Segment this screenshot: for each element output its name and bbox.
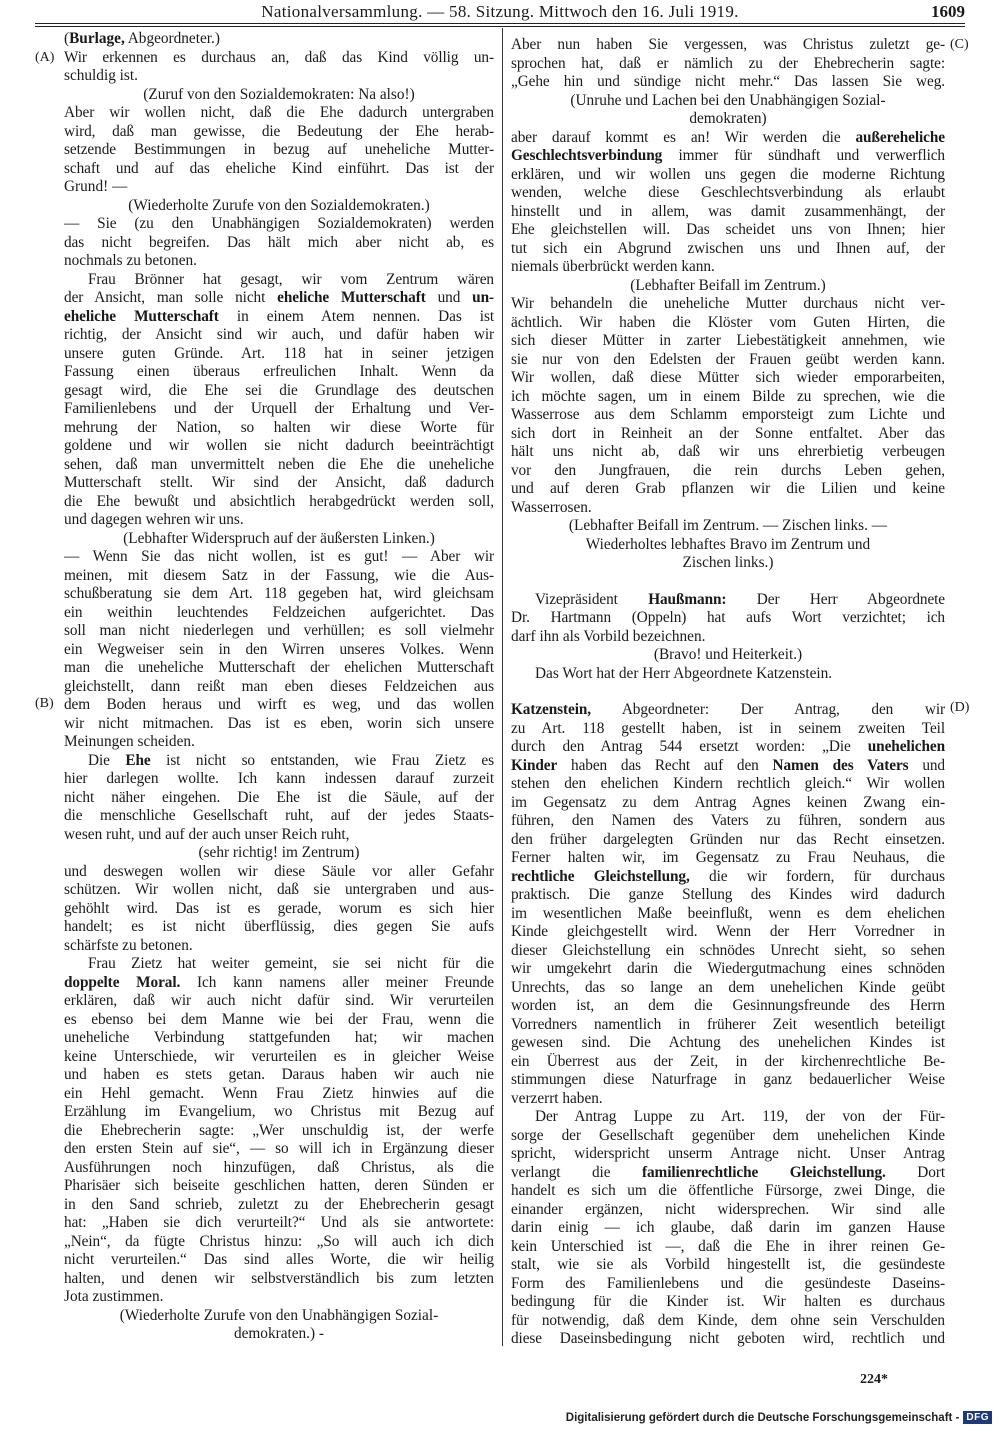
text-line: Wasserrosen. <box>511 498 592 516</box>
text-line: schußberatung sie dem Art. 118 gegeben hat, wird gleichsam <box>64 585 494 602</box>
text-line: die Ehe bewußt und absichtlich herabgedrückt werden soll, <box>64 492 494 510</box>
text-segment: Vizepräsident <box>535 590 649 608</box>
text-line: wesen ruht, und auf der auch unser Reich ruht, <box>64 825 350 843</box>
text-line: ich möchte sagen, um in einem Bilde zu sprechen, wie die <box>511 387 945 405</box>
text-line: und dagegen wehren wir uns. <box>64 511 244 528</box>
text-line: gesagt wird, die Ehe sei die Grundlage des deutschen <box>64 381 494 399</box>
text-line: sich dieser Mütter in zarter Liebestätigkeit annehmen, wie <box>511 332 945 349</box>
text-segment: verlangt die <box>511 1163 642 1181</box>
text-line: sprochen hat, daß er nämlich zu der Ehebrecherin sagte: <box>511 54 945 72</box>
text-segment: immer für sündhaft und verwerflich <box>662 147 945 164</box>
emphasis-text: Haußmann: <box>648 590 727 608</box>
header-rule-thin <box>35 26 965 27</box>
text-segment: und <box>908 756 945 774</box>
margin-mark-a: (A) <box>35 50 55 65</box>
text-line: Das Wort hat der Herr Abgeordnete Katzenstein. <box>535 664 833 682</box>
text-line: gewesen sind. Die Achtung des unehelichen Kindes ist <box>511 1034 945 1051</box>
text-line: dem Boden heraus und wirft es weg, und das wollen <box>64 696 494 713</box>
text-line: hat: „Haben sie dich verurteilt?“ Und als sie antwortete: <box>64 1214 494 1231</box>
text-line: spricht, widerspricht unserm Antrage nicht. Unser Antrag <box>511 1145 945 1162</box>
text-line: ein Hehl gemacht. Wenn Frau Zietz hinwies auf die <box>64 1084 494 1102</box>
text-line: ein Wegweiser sein in den Wirren unseres Volkes. Wenn <box>64 640 494 658</box>
interjection-line: (Bravo! und Heiterkeit.) <box>653 646 803 663</box>
text-line: Ferner halten wir, im Gegensatz zu Frau Neuhaus, die <box>511 849 945 866</box>
text-segment: Dort <box>885 1163 945 1181</box>
text-line: Wir behandeln die uneheliche Mutter durchaus nicht ver- <box>511 295 945 312</box>
emphasis-text: Geschlechtsverbindung <box>511 147 663 164</box>
text-line: praktisch. Die ganze Stellung des Kindes wird dadurch <box>511 886 945 903</box>
text-line: Vorredners namentlich in früherer Zeit wesentlich beteiligt <box>511 1015 945 1033</box>
column-left <box>64 30 494 1344</box>
emphasis-text: rechtliche Gleichstellung, <box>511 867 690 885</box>
text-line: wenden, welche diese Geschlechtsverbindung als erlaubt <box>511 184 945 201</box>
text-line: ächtlich. Wir haben die Klöster vom Guten Hirten, die <box>511 313 945 331</box>
text-line: verzerrt haben. <box>511 1089 603 1107</box>
text-line: Kinde gleichgestellt wird. Wenn der Herr Vorredner in <box>511 923 945 940</box>
interjection-line: (Unruhe und Lachen bei den Unabhängigen Sozial- <box>570 91 886 109</box>
interjection-line: Wiederholtes lebhaftes Bravo im Zentrum und <box>585 535 871 553</box>
text-segment: der Ansicht, man solle nicht <box>64 289 278 306</box>
text-line: gleichstellt, dann reißt man eben dieses Feldzeichen aus <box>64 677 494 695</box>
text-line: den ersten Stein auf sie“, — so will ich in Ergänzung dieser <box>64 1140 494 1157</box>
text-line: Familienlebens und der Urquell der Erhaltung und Ver- <box>64 400 494 417</box>
page-number: 1609 <box>931 2 965 21</box>
emphasis-text: eheliche Mutterschaft <box>277 289 426 306</box>
text-line: uneheliche Verbindung stattgefunden hat; wir machen <box>64 1029 494 1046</box>
text-line: Wir wollen, daß diese Mütter sich wieder emporarbeiten, <box>511 369 945 386</box>
footer-text: Digitalisierung gefördert durch die Deutsche Forschungsgemeinschaft - <box>565 1411 960 1424</box>
emphasis-text: Ehe <box>125 751 151 769</box>
text-line <box>64 308 494 327</box>
text-line: Ausführungen noch hinzufügen, daß Christus, als die <box>64 1158 494 1176</box>
text-line: im wesentlichen Maße beeinflußt, wenn es dem ehelichen <box>511 904 945 922</box>
text-line: vor den Jungfrauen, die rein durchs Leben gehen, <box>511 461 945 479</box>
text-line: ein weithin leuchtendes Feldzeichen aufgerichtet. Das <box>64 603 494 621</box>
text-line: führen, den Namen des Vaters zu führen, sondern aus <box>511 812 945 829</box>
header-title: Nationalversammlung. — 58. Sitzung. Mittwoch den 16. Juli 1919. <box>261 2 739 21</box>
text-line <box>64 752 494 771</box>
text-line <box>511 868 945 887</box>
text-line: „Gehe hin und sündige nicht mehr.“ Das lassen Sie weg. <box>511 73 945 90</box>
text-line: sie nur von den Edelsten der Frauen geübt werden kann. <box>511 350 945 368</box>
emphasis-text: familienrechtliche Gleichstellung. <box>641 1163 886 1181</box>
text-line: Ehe gleichstellen will. Das scheidet uns von Ihnen; hier <box>511 221 945 238</box>
text-line: bedingung für die Kinder ist. Wir halten es durchaus <box>511 1293 945 1310</box>
text-line: sehen, daß man unvermittelt neben die Ehe die uneheliche <box>64 455 494 473</box>
text-line: hält uns nicht ab, daß wir uns ehrerbietig verbeugen <box>511 443 945 460</box>
text-line: und haben es stets getan. Daraus haben wir auch nie <box>64 1066 494 1083</box>
text-line: Fassung einen überaus erfreulichen Inhalt. Wenn da <box>64 363 494 380</box>
text-segment: durch den Antrag 544 ersetzt worden: „Die <box>511 738 868 755</box>
text-line: „Nein“, da fügte Christus hinzu: „So will auch ich dich <box>64 1232 494 1250</box>
text-line: nicht verurteilen.“ Das sind alles Worte, die wir heilig <box>64 1251 494 1268</box>
margin-mark-c: (C) <box>950 37 969 52</box>
text-line: und deswegen wollen wir diese Säule vor aller Gefahr <box>64 862 494 880</box>
margin-mark-b: (B) <box>35 696 54 711</box>
running-header <box>35 0 965 22</box>
text-line: gehöhlt wird. Das ist es gerade, worum es sich hier <box>64 899 494 917</box>
interjection-line: demokraten.) - <box>233 1325 325 1342</box>
text-line: Jota zustimmen. <box>64 1288 164 1305</box>
dfg-logo: DFG <box>963 1411 992 1424</box>
text-line: — Sie (zu den Unabhängigen Sozialdemokraten) werden <box>64 215 494 232</box>
text-line: unsere guten Gründe. Art. 118 hat in seiner jetzigen <box>64 344 494 362</box>
text-line <box>64 30 494 49</box>
text-line: wir nicht mitmachen. Das ist es eben, worin sich unsere <box>64 714 494 732</box>
emphasis-text: Kinder <box>511 756 558 774</box>
text-line: einander ergänzen, nicht widersprechen. Wir sind alle <box>511 1200 945 1218</box>
column-divider <box>502 28 503 1346</box>
text-line: Mutterschaft stellt. Wir sind der Ansicht, daß dadurch <box>64 474 494 491</box>
interjection-line: (Zuruf von den Sozialdemokraten: Na also!) <box>143 85 415 103</box>
text-line: nochmals zu betonen. <box>64 252 197 269</box>
text-line: kein Unterschied ist —, daß die Ehe in ihrer reinen Ge- <box>511 1237 945 1255</box>
emphasis-text: Namen des Vaters <box>772 756 909 774</box>
text-line: stimmungen diese Naturfrage in ganz bedauerlicher Weise <box>511 1071 945 1088</box>
text-segment: die wir fordern, für durchaus <box>689 867 945 885</box>
text-line: hinstellt und in allem, was damit zusammenhängt, der <box>511 202 945 220</box>
interjection-line: (Lebhafter Widerspruch auf der äußersten Linken.) <box>123 529 435 547</box>
text-line: Aber wir wollen nicht, daß die Ehe dadurch untergraben <box>64 104 494 121</box>
text-line: in den Sand schrieb, zuletzt zu der Ehebrecherin gesagt <box>64 1195 494 1213</box>
text-line: schaft und auf das eheliche Kind einführt. Das ist der <box>64 159 494 177</box>
text-line: diese Daseinsbedingung nicht geboten wird, rechtlich und <box>511 1330 945 1347</box>
interjection-line: Zischen links.) <box>682 554 774 571</box>
text-line: stehen den ehelichen Kindern rechtlich gleich.“ Wir wollen <box>511 775 945 792</box>
text-line: schärfste zu betonen. <box>64 936 193 954</box>
text-line: stalt, wie sie als Vorbild hingestellt ist, die gesündeste <box>511 1256 945 1273</box>
text-line <box>511 147 945 166</box>
emphasis-text: doppelte Moral. <box>64 973 181 991</box>
text-line: goldene und wir wollen sie nicht dadurch beeinträchtigt <box>64 437 494 454</box>
text-line <box>511 701 945 720</box>
text-line: Frau Brönner hat gesagt, wir vom Zentrum wären <box>88 270 494 288</box>
text-segment: Ich kann namens aller meiner Freunde <box>180 973 494 991</box>
text-line: Dr. Hartmann (Oppeln) hat aufs Wort verzichtet; ich <box>511 609 945 626</box>
text-line: Aber nun haben Sie vergessen, was Christus zuletzt ge- <box>511 36 945 53</box>
text-line: Grund! — <box>64 178 128 195</box>
text-segment: Der Herr Abgeordnete <box>726 590 945 608</box>
text-line: sich dort in Reinheit an der Sonne entfaltet. Aber das <box>511 424 945 442</box>
text-line: Unrechts, das so lange an dem unehelichen Kinde geübt <box>511 978 945 996</box>
text-line <box>511 738 945 757</box>
text-line: worden ist, an dem die Gesinnungsfreunde des Herrn <box>511 997 945 1014</box>
text-line: dieser Gleichstellung ein schnödes Unrecht sieht, so sehen <box>511 941 945 959</box>
text-line: schützen. Wir wollen nicht, daß sie untergraben und aus- <box>64 881 494 898</box>
text-line: die Ehebrecherin sagte: „Wer unschuldig ist, der werfe <box>64 1121 494 1139</box>
interjection-line: (Wiederholte Zurufe von den Unabhängigen Sozial- <box>119 1306 439 1324</box>
text-line <box>511 757 945 776</box>
text-line: wird, daß man gewisse, die Bedeutung der Ehe herab- <box>64 122 494 140</box>
text-line: Erzählung im Evangelium, wo Christus mit Bezug auf <box>64 1103 494 1120</box>
text-line: Frau Zietz hat weiter gemeint, sie sei nicht für die <box>88 955 494 972</box>
interjection-line: (Lebhafter Beifall im Zentrum. — Zischen links. — <box>568 517 888 534</box>
text-line <box>511 591 945 610</box>
text-line: und auf deren Grab pflanzen wir die Lilien und keine <box>511 480 945 497</box>
text-line: — Wenn Sie das nicht wollen, ist es gut! — Aber wir <box>64 548 494 565</box>
text-line: keine Unterschiede, wir verurteilen es in gleicher Weise <box>64 1047 494 1065</box>
text-line: handelt; es ist nicht überflüssig, dies gegen Sie aufs <box>64 918 494 935</box>
text-line: handelt es sich um die öffentliche Fürsorge, zwei Dinge, die <box>511 1182 945 1199</box>
text-line: Meinungen scheiden. <box>64 733 195 750</box>
text-line: ein Überrest aus der Zeit, in der kirchenrechtliche Be- <box>511 1052 945 1070</box>
text-line: Pharisäer sich beiseite geschlichen hatten, deren Sünden er <box>64 1177 494 1194</box>
text-line: den früher dargelegten Gründen nur das Recht einsetzen. <box>511 830 945 848</box>
emphasis-text: Burlage, <box>69 30 125 47</box>
text-line: die menschliche Gesellschaft ruht, auf der jedes Staats- <box>64 807 494 824</box>
margin-mark-d: (D) <box>950 700 970 715</box>
text-line: für notwendig, daß dem Kinde, dem ohne sein Verschulden <box>511 1311 945 1329</box>
text-line: man die uneheliche Mutterschaft der ehelichen Mutterschaft <box>64 659 494 676</box>
text-line: erklären, daß wir auch nicht dafür sind. Wir verurteilen <box>64 992 494 1009</box>
text-line: darin einig — ich glaube, daß darin im ganzen Hause <box>511 1219 945 1236</box>
text-line: hier darlegen wollte. Ich kann indessen darauf zurzeit <box>64 770 494 787</box>
text-line: richtig, der Ansicht sind wir auch, und dafür haben wir <box>64 326 494 343</box>
text-segment: in einem Atem nennen. Das ist <box>218 307 494 325</box>
text-segment: aber darauf kommt es an! Wir werden die <box>511 128 856 146</box>
text-line: tut sich ein Abgrund zwischen uns und Ihnen auf, der <box>511 239 945 257</box>
text-line: setzende Bestimmungen in bezug auf uneheliche Mutter- <box>64 141 494 158</box>
text-line: das nicht begreifen. Das hält mich aber nicht ab, es <box>64 233 494 251</box>
sheet-signature: 224* <box>860 1372 888 1387</box>
text-line: darf ihn als Vorbild bezeichnen. <box>511 627 706 645</box>
text-line: es ebenso bei dem Manne wie bei der Frau, wenn die <box>64 1010 494 1028</box>
text-line: erklären, und wir wollen uns gegen die moderne Richtung <box>511 165 945 183</box>
text-line: soll man nicht niederlegen und verhüllen; es soll vielmehr <box>64 622 494 639</box>
text-line: Der Antrag Luppe zu Art. 119, der von der Für- <box>535 1108 945 1125</box>
text-line: wir umgekehrt darin die Wiedergutmachung eines schnöden <box>511 960 945 977</box>
text-line: Form des Familienlebens und die gesündeste Daseins- <box>511 1274 945 1292</box>
text-line <box>64 974 494 993</box>
text-segment: Die <box>88 751 126 769</box>
text-segment: und <box>425 289 473 306</box>
footer <box>566 1411 992 1424</box>
text-segment: ist nicht so entstanden, wie Frau Zietz es <box>150 751 494 769</box>
text-line <box>64 289 494 308</box>
text-line: im Gegensatz zu dem Antrag Agnes keinen Zwang ein- <box>511 793 945 811</box>
text-line: sorge der Gesellschaft gegenüber dem unehelichen Kinde <box>511 1126 945 1144</box>
interjection-line: demokraten) <box>689 110 767 127</box>
emphasis-text: unehelichen <box>867 738 945 755</box>
emphasis-text: un- <box>472 289 494 306</box>
text-line: halten, und denen wir selbstverständlich bis zum letzten <box>64 1269 494 1287</box>
emphasis-text: eheliche Mutterschaft <box>64 307 219 325</box>
text-line: zu Art. 118 gestellt haben, ist in seinem zweiten Teil <box>511 719 945 737</box>
emphasis-text: außereheliche <box>855 128 945 146</box>
text-line: Wasserrose aus dem Schlamm emporsteigt zum Lichte und <box>511 406 945 423</box>
text-line: mehrung der Nation, so halten wir diese Worte für <box>64 418 494 436</box>
text-line: schuldig ist. <box>64 67 138 84</box>
text-segment: ( <box>64 30 70 47</box>
section-gap <box>511 683 945 701</box>
column-right <box>511 36 945 1349</box>
interjection-line: (Lebhafter Beifall im Zentrum.) <box>630 276 826 294</box>
interjection-line: (sehr richtig! im Zentrum) <box>198 844 360 861</box>
section-gap <box>511 573 945 591</box>
header-rule <box>35 23 965 24</box>
text-line: Wir erkennen es durchaus an, daß das Kind völlig un- <box>64 48 494 66</box>
text-segment: Abgeordneter: Der Antrag, den wir <box>591 701 945 718</box>
text-segment: Abgeordneter.) <box>124 30 220 47</box>
emphasis-text: Katzenstein, <box>511 701 592 718</box>
text-line <box>511 1164 945 1183</box>
text-line <box>511 129 945 148</box>
text-line: niemals überbrückt werden kann. <box>511 258 715 275</box>
interjection-line: (Wiederholte Zurufe von den Sozialdemokraten.) <box>128 196 430 214</box>
text-segment: haben das Recht auf den <box>557 756 773 774</box>
text-line: meinen, mit diesem Satz in der Fassung, wie die Aus- <box>64 566 494 584</box>
text-line: nicht näher eingehen. Die Ehe ist die Säule, auf der <box>64 788 494 806</box>
